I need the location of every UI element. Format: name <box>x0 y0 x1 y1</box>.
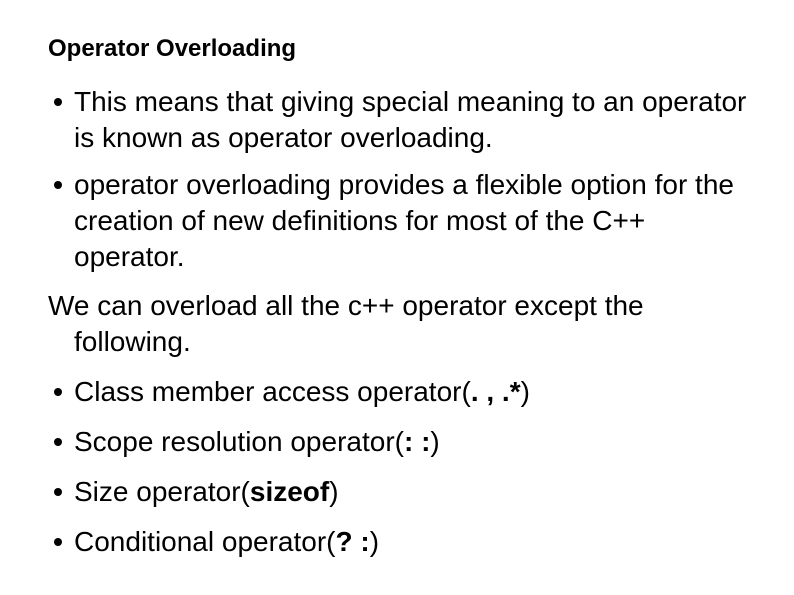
exception-text <box>74 424 748 460</box>
slide-title: Operator Overloading <box>48 35 297 62</box>
exception-prefix: Scope resolution operator( <box>74 426 404 457</box>
exception-suffix: ) <box>520 376 530 407</box>
exception-operator: ? : <box>335 526 370 557</box>
bullet-dot-icon <box>54 181 62 189</box>
exception-prefix: Class member access operator( <box>74 376 471 407</box>
bullet-dot-icon <box>54 538 62 546</box>
exception-prefix: Size operator( <box>74 476 250 507</box>
paragraph-line: We can overload all the c++ operator except the <box>48 290 644 321</box>
exception-operator: : : <box>403 426 431 457</box>
exception-operator: . , .* <box>470 376 521 407</box>
exception-item <box>48 374 748 410</box>
intro-paragraph <box>48 288 768 360</box>
bullet-dot-icon <box>54 488 62 496</box>
bullet-dot-icon <box>54 98 62 106</box>
exception-operator: sizeof <box>249 476 330 507</box>
bullet-item <box>48 84 748 156</box>
exception-text <box>74 474 748 510</box>
exception-prefix: Conditional operator( <box>74 526 336 557</box>
exception-text <box>74 524 748 560</box>
exception-text <box>74 374 748 410</box>
bullet-dot-icon <box>54 388 62 396</box>
exception-suffix: ) <box>329 476 339 507</box>
exception-item <box>48 474 748 510</box>
paragraph-line: following. <box>74 326 191 357</box>
bullet-dot-icon <box>54 438 62 446</box>
exception-suffix: ) <box>430 426 440 457</box>
exception-suffix: ) <box>369 526 380 557</box>
exception-item <box>48 424 748 460</box>
bullet-text: This means that giving special meaning to an operator is known as operator overloading. <box>74 86 747 153</box>
exception-item <box>48 524 748 560</box>
bullet-item <box>48 167 748 275</box>
bullet-text: operator overloading provides a flexible option for the creation of new definitions for most of the C++ operator. <box>74 169 734 272</box>
